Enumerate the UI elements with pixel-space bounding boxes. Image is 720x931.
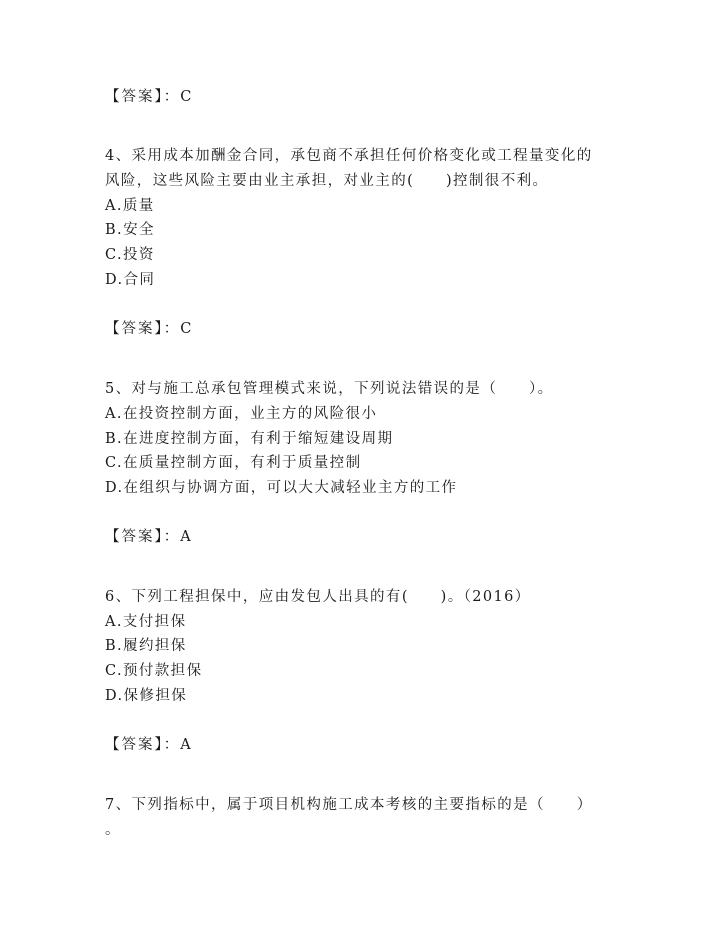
answer-label: 【答案】：C bbox=[105, 89, 194, 105]
question-7-text-line-2: 。 bbox=[105, 822, 121, 838]
question-5-option-d: D.在组织与协调方面，可以大大减轻业主方的工作 bbox=[105, 480, 458, 496]
question-6-option-b: B.履约担保 bbox=[105, 638, 187, 654]
answer-label: 【答案】：A bbox=[105, 529, 193, 545]
question-6-option-c: C.预付款担保 bbox=[105, 663, 203, 679]
question-6-option-d: D.保修担保 bbox=[105, 688, 188, 704]
question-5-text-line-1: 5、对与施工总承包管理模式来说，下列说法错误的是（ ）。 bbox=[105, 381, 554, 397]
question-5-option-a: A.在投资控制方面，业主方的风险很小 bbox=[105, 406, 378, 422]
answer-label: 【答案】：A bbox=[105, 737, 193, 753]
question-4-option-d: D.合同 bbox=[105, 272, 156, 288]
question-4-text-line-1: 4、采用成本加酬金合同，承包商不承担任何价格变化或工程量变化的 bbox=[105, 148, 593, 164]
answer-label: 【答案】：C bbox=[105, 321, 194, 337]
question-4-option-b: B.安全 bbox=[105, 222, 155, 238]
question-5-option-b: B.在进度控制方面，有利于缩短建设周期 bbox=[105, 431, 394, 447]
question-6-option-a: A.支付担保 bbox=[105, 614, 187, 630]
question-5-option-c: C.在质量控制方面，有利于质量控制 bbox=[105, 455, 362, 471]
question-4-text-line-2: 风险，这些风险主要由业主承担，对业主的( )控制很不利。 bbox=[105, 173, 549, 189]
question-4-option-a: A.质量 bbox=[105, 198, 155, 214]
question-6-text-line-1: 6、下列工程担保中，应由发包人出具的有( )。（2016） bbox=[105, 589, 531, 605]
question-4-option-c: C.投资 bbox=[105, 247, 155, 263]
question-7-text-line-1: 7、下列指标中，属于项目机构施工成本考核的主要指标的是（ ） bbox=[105, 797, 593, 813]
